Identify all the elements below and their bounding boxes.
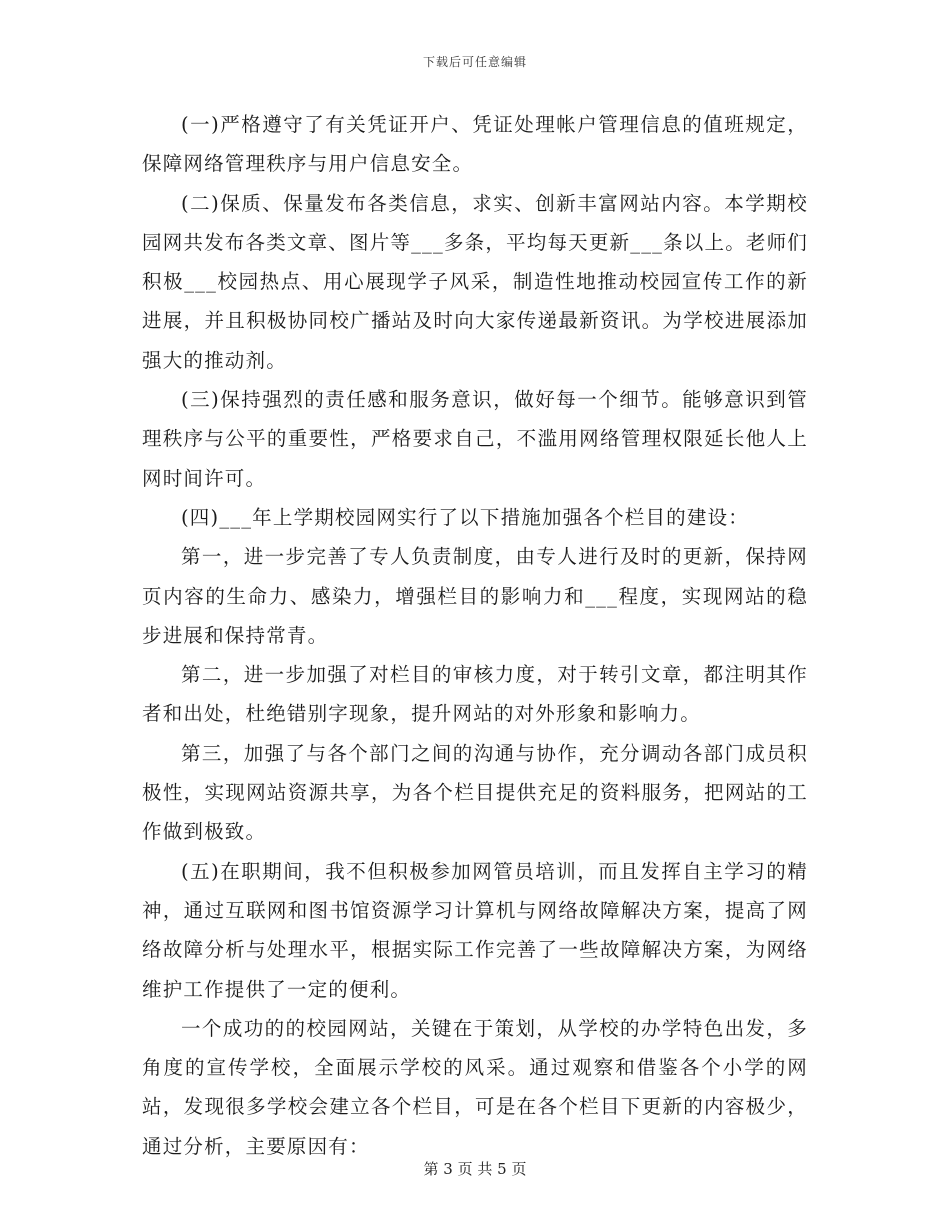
paragraph-7: 第三，加强了与各个部门之间的沟通与协作，充分调动各部门成员积极性，实现网站资源共享，为各个栏目提供充足的资料服务，把网站的工作做到极致。 [142,741,808,844]
paragraph-3: (三)保持强烈的责任感和服务意识，做好每一个细节。能够意识到管理秩序与公平的重要性，严格要求自己，不滥用网络管理权限延长他人上网时间许可。 [142,388,808,490]
paragraph-6: 第二，进一步加强了对栏目的审核力度，对于转引文章，都注明其作者和出处，杜绝错别字现象，提升网站的对外形象和影响力。 [142,663,808,726]
page-header-note: 下载后可任意编辑 [422,55,527,69]
document-body [142,105,808,1166]
paragraph-9: 一个成功的的校园网站，关键在于策划，从学校的办学特色出发，多角度的宣传学校，全面展示学校的风采。通过观察和借鉴各个小学的网站，发现很多学校会建立各个栏目，可是在各个栏目下更新的内容极少，通过分析，主要原因有： [142,1016,808,1158]
paragraph-4: (四)___年上学期校园网实行了以下措施加强各个栏目的建设： [181,505,749,529]
paragraph-5: 第一，进一步完善了专人负责制度，由专人进行及时的更新，保持网页内容的生命力、感染力，增强栏目的影响力和___程度，实现网站的稳步进展和保持常青。 [142,545,808,647]
page-number: 第 3 页 共 5 页 [423,1160,527,1178]
paragraph-8: (五)在职期间，我不但积极参加网管员培训，而且发挥自主学习的精神，通过互联网和图书馆资源学习计算机与网络故障解决方案，提高了网络故障分析与处理水平，根据实际工作完善了一些故障解决方案，为网络维护工作提供了一定的便利。 [142,859,808,1001]
paragraph-2: (二)保质、保量发布各类信息，求实、创新丰富网站内容。本学期校园网共发布各类文章、图片等___多条，平均每天更新___条以上。老师们积极___校园热点、用心展现学子风采，制造性地推动校园宣传工作的新进展，并且积极协同校广播站及时向大家传递最新资讯。为学校进展添加强大的推动剂。 [142,191,809,372]
paragraph-1: (一)严格遵守了有关凭证开户、凭证处理帐户管理信息的值班规定，保障网络管理秩序与用户信息安全。 [142,113,808,176]
